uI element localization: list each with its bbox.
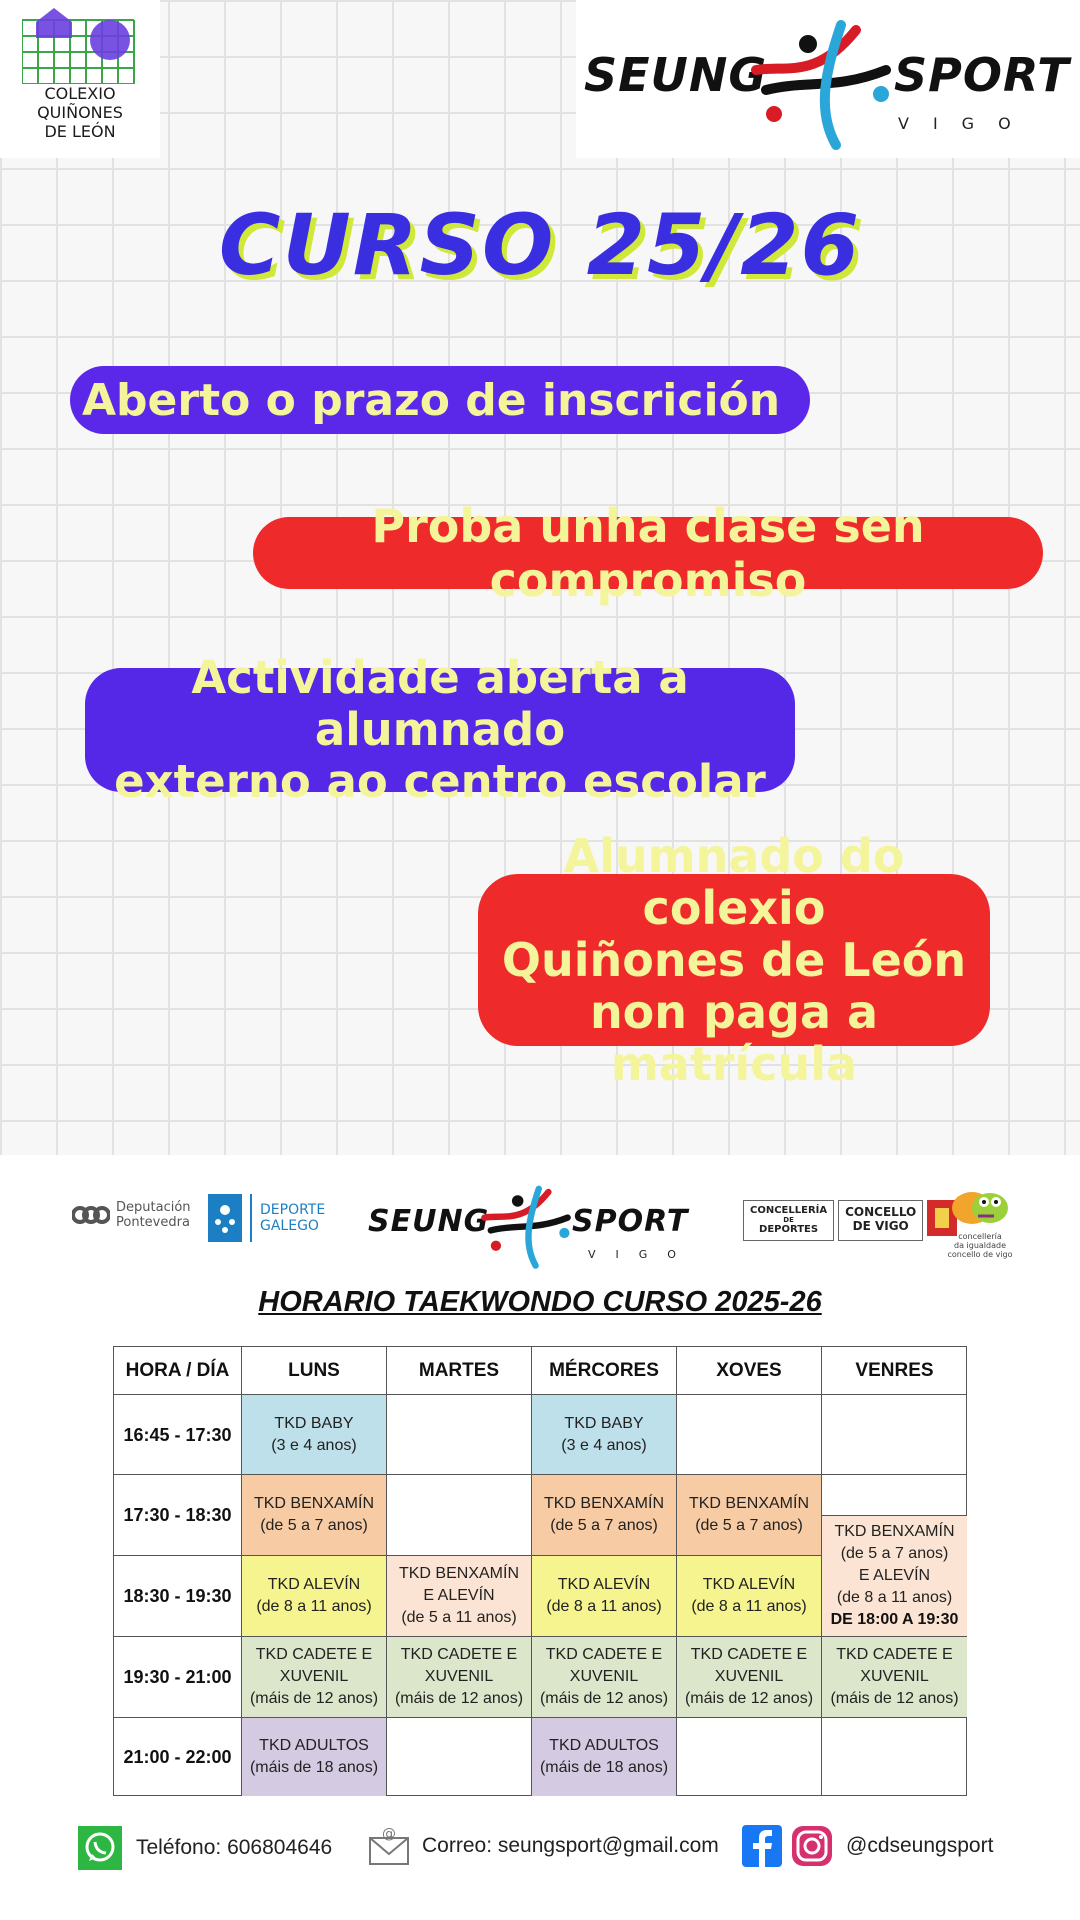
svg-text:@: @	[382, 1826, 396, 1842]
class-name: TKD ALEVÍN	[267, 1576, 361, 1593]
igualdade-icon	[950, 1188, 1010, 1228]
class-name: TKD ALEVÍN	[702, 1576, 796, 1593]
class-age-2: (de 8 a 11 anos)	[836, 1589, 953, 1606]
banner-trial-class	[253, 499, 1043, 607]
header-luns: LUNS	[242, 1347, 387, 1395]
concelleria-deportes-box	[743, 1200, 834, 1241]
empty-cell	[822, 1395, 967, 1475]
class-age: (3 e 4 anos)	[561, 1436, 647, 1454]
brand-city-small: VIGO	[588, 1248, 696, 1261]
course-title: CURSO 25/26	[218, 196, 862, 294]
time-slot-1: 16:45 - 17:30	[114, 1395, 242, 1475]
class-age: (máis de 12 anos)	[539, 1690, 669, 1707]
empty-cell	[822, 1475, 967, 1516]
header-hora: HORA / DÍA	[114, 1347, 242, 1395]
class-age: (de 5 a 7 anos)	[260, 1517, 368, 1534]
header-mercores: MÉRCORES	[532, 1347, 677, 1395]
class-name: TKD CADETE E	[545, 1646, 663, 1663]
class-age: (de 5 a 7 anos)	[695, 1517, 803, 1534]
class-name: TKD BENXAMÍN	[688, 1495, 809, 1512]
class-baby-luns	[242, 1395, 387, 1475]
empty-cell	[387, 1718, 532, 1796]
igualdade-line3: concello de vigo	[947, 1250, 1013, 1259]
class-name: TKD ADULTOS	[259, 1737, 369, 1754]
class-age: (de 5 a 11 anos)	[401, 1609, 517, 1626]
time-slot-4: 19:30 - 21:00	[114, 1637, 242, 1718]
banner-external-students	[85, 651, 795, 808]
class-name: TKD BENXAMÍN	[543, 1495, 664, 1512]
concello-line2: DE VIGO	[852, 1219, 909, 1233]
facebook-icon	[742, 1825, 782, 1867]
martial-artist-icon-small	[478, 1176, 574, 1272]
class-name: TKD BABY	[564, 1414, 644, 1432]
igualdade-line1: concellería	[958, 1232, 1002, 1241]
class-adultos-mercores	[532, 1718, 677, 1796]
concelleria-line3: DEPORTES	[759, 1224, 819, 1235]
contact-email[interactable]	[368, 1824, 719, 1868]
deporte-line1: DEPORTE	[260, 1202, 326, 1218]
banner-external-line1: Actividade aberta a alumnado	[191, 651, 689, 756]
time-slot-5: 21:00 - 22:00	[114, 1718, 242, 1796]
deporte-galego-icon	[208, 1194, 242, 1242]
empty-cell	[822, 1718, 967, 1796]
concello-box	[838, 1200, 923, 1241]
class-cadete-venres	[822, 1637, 967, 1718]
header-xoves: XOVES	[677, 1347, 822, 1395]
concello-line1: CONCELLO	[845, 1205, 917, 1219]
class-age: (de 5 a 7 anos)	[840, 1545, 949, 1562]
class-age: (máis de 12 anos)	[249, 1690, 379, 1707]
class-cadete-luns	[242, 1637, 387, 1718]
class-name: TKD BENXAMÍN	[253, 1495, 374, 1512]
class-benxamin-xoves	[677, 1475, 822, 1556]
class-name: TKD ADULTOS	[549, 1737, 659, 1754]
seung-sport-logo-small	[368, 1176, 708, 1276]
class-alevin-mercores	[532, 1556, 677, 1637]
brand-city: VIGO	[898, 114, 1035, 133]
concelleria-line1: CONCELLERÍA	[750, 1205, 828, 1216]
class-cadete-xoves	[677, 1637, 822, 1718]
email-text: Correo: seungsport@gmail.com	[422, 1834, 719, 1857]
class-age: (3 e 4 anos)	[271, 1436, 357, 1454]
banner-external-line2: externo ao centro escolar	[114, 755, 766, 808]
schedule-title: HORARIO TAEKWONDO CURSO 2025-26	[258, 1286, 822, 1318]
school-logo-icon	[22, 4, 138, 84]
class-alevin-luns	[242, 1556, 387, 1637]
brand-word-right: SPORT	[894, 48, 1070, 102]
class-name-2: XUVENIL	[424, 1668, 494, 1685]
school-name-line1: COLEXIO	[44, 84, 116, 103]
brand-word-right-small: SPORT	[572, 1204, 689, 1239]
deputacion-line1: Deputación	[116, 1200, 191, 1215]
brand-word-left-small: SEUNG	[368, 1204, 490, 1239]
instagram-icon	[790, 1824, 834, 1868]
deporte-galego-logo	[208, 1194, 325, 1242]
whatsapp-icon	[78, 1826, 122, 1870]
class-name: TKD CADETE E	[255, 1646, 373, 1663]
class-name: TKD BABY	[274, 1414, 354, 1432]
class-benxamin-alevin-martes	[387, 1556, 532, 1637]
header-venres: VENRES	[822, 1347, 967, 1395]
class-name: TKD ALEVÍN	[557, 1576, 651, 1593]
school-logo	[0, 0, 160, 158]
deputacion-icon	[72, 1200, 110, 1230]
banner-no-fee	[478, 829, 990, 1091]
banner-no-fee-line3: non paga a matrícula	[589, 985, 879, 1091]
class-benxamin-mercores	[532, 1475, 677, 1556]
banner-inscription-text: Aberto o prazo de inscrición	[82, 374, 781, 426]
deputacion-line2: Pontevedra	[116, 1215, 190, 1230]
class-name-2: E ALEVÍN	[423, 1587, 495, 1604]
school-name-line3: DE LEÓN	[44, 122, 116, 141]
class-name: TKD CADETE E	[836, 1646, 953, 1663]
brand-word-left: SEUNG	[584, 48, 768, 102]
banner-no-fee-line1: Alumnado do colexio	[563, 829, 905, 935]
igualdade-line2: da igualdade	[954, 1241, 1006, 1250]
class-age: (máis de 12 anos)	[830, 1690, 959, 1707]
class-benxamin-alevin-venres	[822, 1516, 967, 1637]
empty-cell	[387, 1475, 532, 1556]
class-time-note: DE 18:00 A 19:30	[830, 1611, 959, 1628]
class-age: (máis de 12 anos)	[394, 1690, 524, 1707]
class-cadete-mercores	[532, 1637, 677, 1718]
time-slot-2: 17:30 - 18:30	[114, 1475, 242, 1556]
banner-no-fee-line2: Quiñones de León	[501, 933, 967, 987]
school-name-line2: QUIÑONES	[37, 103, 123, 122]
empty-cell	[677, 1718, 822, 1796]
phone-text: Teléfono: 606804646	[136, 1836, 333, 1859]
class-baby-mercores	[532, 1395, 677, 1475]
contact-social[interactable]	[742, 1824, 993, 1868]
class-alevin-xoves	[677, 1556, 822, 1637]
class-benxamin-luns	[242, 1475, 387, 1556]
class-name-2: XUVENIL	[279, 1668, 349, 1685]
class-age: (de 5 a 7 anos)	[550, 1517, 658, 1534]
social-handle: @cdseungsport	[846, 1834, 994, 1857]
contact-phone[interactable]	[78, 1826, 332, 1870]
mail-icon	[368, 1824, 410, 1868]
class-name: TKD CADETE E	[690, 1646, 808, 1663]
class-adultos-luns	[242, 1718, 387, 1796]
class-age: (de 8 a 11 anos)	[546, 1598, 662, 1615]
class-name-2: XUVENIL	[860, 1668, 929, 1685]
concelleria-line2: DE	[783, 1216, 794, 1224]
empty-cell	[387, 1395, 532, 1475]
class-age: (máis de 12 anos)	[684, 1690, 814, 1707]
class-age: (máis de 18 anos)	[249, 1759, 379, 1776]
martial-artist-icon	[746, 10, 896, 150]
class-name: TKD BENXAMÍN	[398, 1565, 519, 1582]
time-slot-3: 18:30 - 19:30	[114, 1556, 242, 1637]
deporte-line2: GALEGO	[260, 1218, 319, 1234]
class-age: (de 8 a 11 anos)	[256, 1598, 372, 1615]
igualdade-logo	[944, 1188, 1016, 1259]
schedule-table	[113, 1346, 967, 1796]
header-martes: MARTES	[387, 1347, 532, 1395]
class-name: TKD BENXAMÍN	[834, 1523, 955, 1540]
class-age: (máis de 18 anos)	[539, 1759, 669, 1776]
concello-vigo-logo	[743, 1200, 957, 1241]
class-name: TKD CADETE E	[400, 1646, 518, 1663]
class-name-2: E ALEVÍN	[858, 1567, 931, 1584]
class-name-2: XUVENIL	[714, 1668, 784, 1685]
deputacion-logo	[72, 1200, 191, 1230]
class-name-2: XUVENIL	[569, 1668, 639, 1685]
banner-inscription	[70, 366, 810, 434]
seung-sport-logo	[576, 0, 1080, 158]
class-cadete-martes	[387, 1637, 532, 1718]
empty-cell	[677, 1395, 822, 1475]
banner-trial-class-text: Proba unha clase sen compromiso	[371, 499, 925, 607]
class-age: (de 8 a 11 anos)	[691, 1598, 807, 1615]
